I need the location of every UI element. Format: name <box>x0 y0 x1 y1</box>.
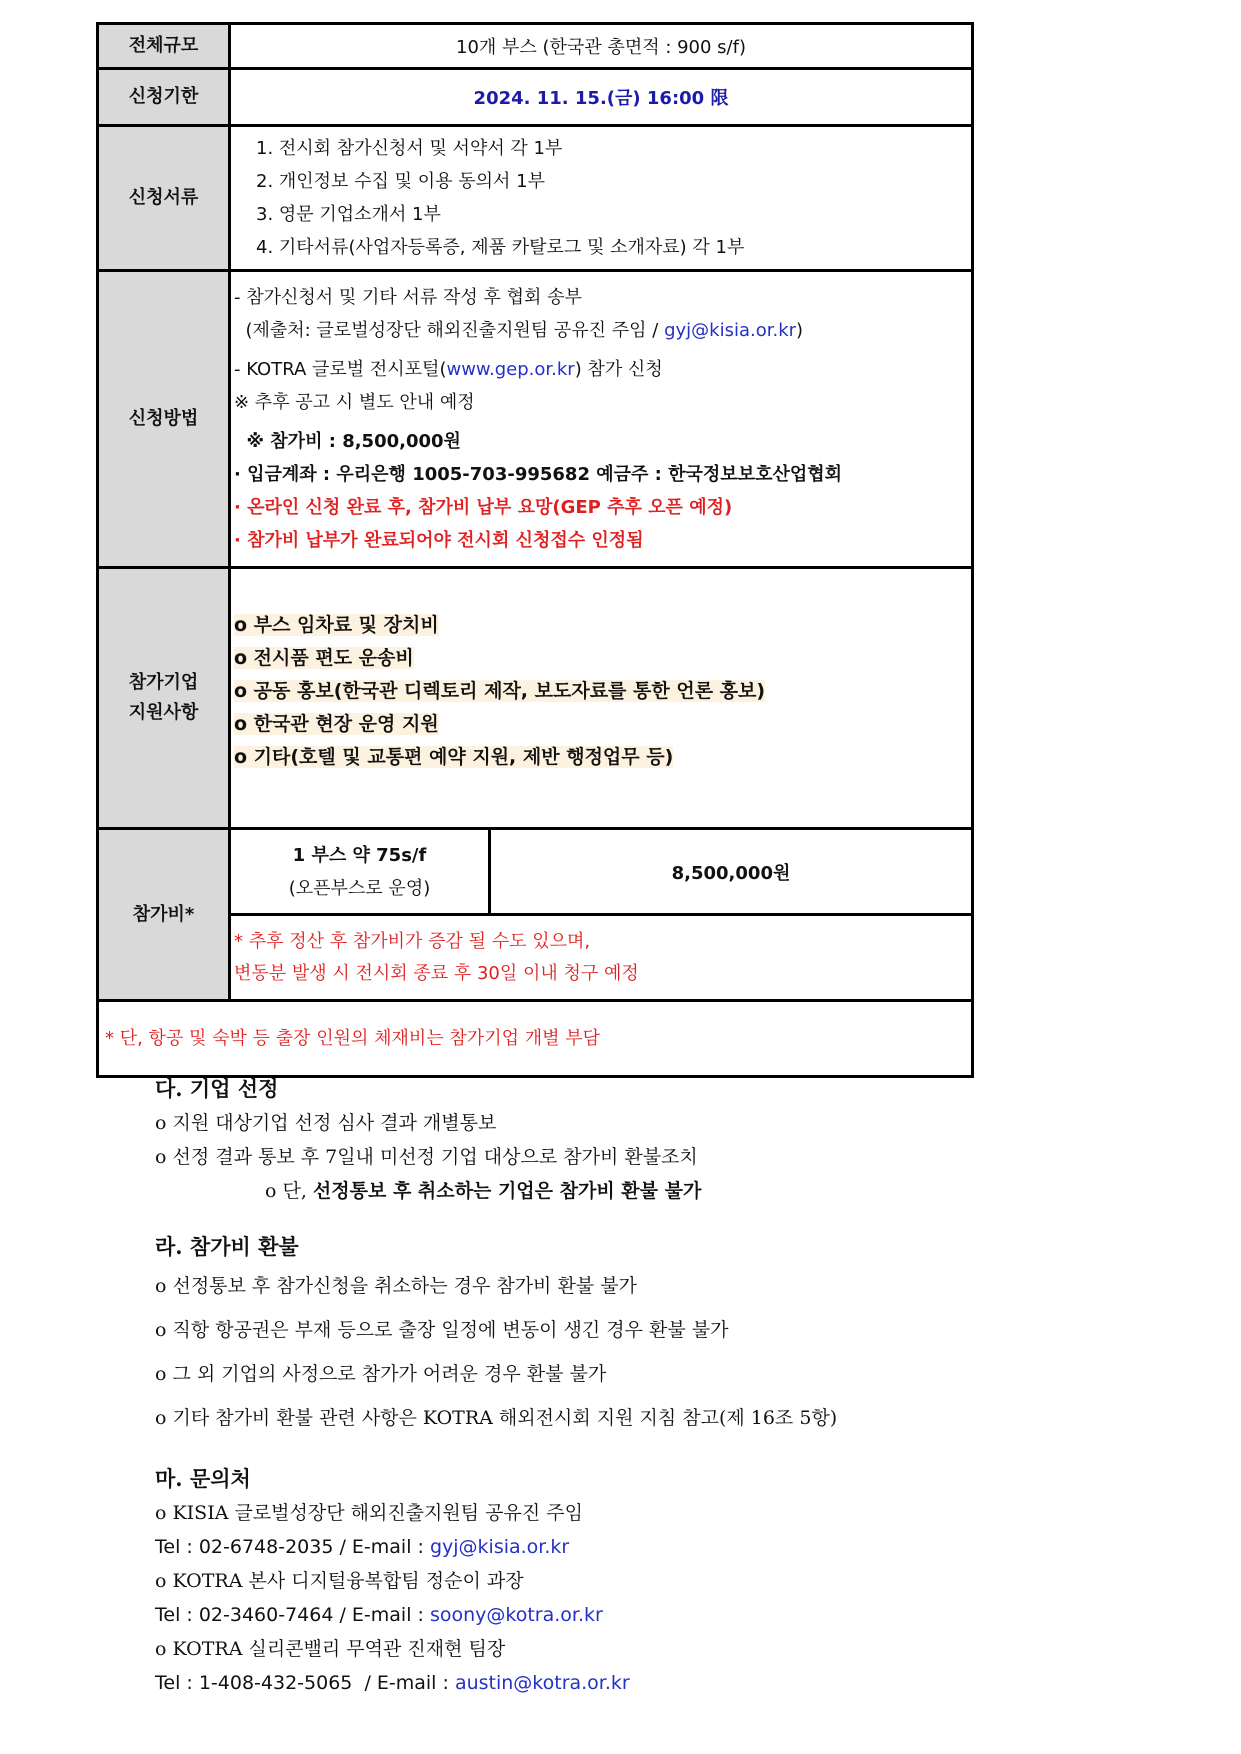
bottom-note: * 단, 항공 및 숙박 등 출장 인원의 체재비는 참가기업 개별 부담 <box>98 1001 973 1077</box>
sections <box>155 1072 1055 1700</box>
scale-value: 10개 부스 (한국관 총면적 : 900 s/f) <box>230 24 973 69</box>
docs-item: 4. 기타서류(사업자등록증, 제품 카탈로그 및 소개자료) 각 1부 <box>256 237 745 258</box>
contact-line: Tel : 02-6748-2035 / E-mail : gyj@kisia.or.kr <box>155 1536 570 1558</box>
support-item: o 공동 홍보(한국관 디렉토리 제작, 보도자료를 통한 언론 홍보) <box>234 680 766 702</box>
fee-amount: 8,500,000원 <box>490 829 973 915</box>
refund-item: o 기타 참가비 환불 관련 사항은 KOTRA 해외전시회 지원 지침 참고(제 16조 5항) <box>155 1407 838 1429</box>
contact-name: o KOTRA 본사 디지털융복합팀 정순이 과장 <box>155 1570 524 1592</box>
docs-item: 1. 전시회 참가신청서 및 서약서 각 1부 <box>256 138 563 159</box>
fee-note: * 추후 정산 후 참가비가 증감 될 수도 있으며, 변동분 발생 시 전시회 종료 후 30일 이내 청구 예정 <box>230 915 973 1001</box>
support-item: o 부스 임차료 및 장치비 <box>234 614 439 636</box>
selection-item: o 지원 대상기업 선정 심사 결과 개별통보 <box>155 1112 497 1134</box>
email-link[interactable]: gyj@kisia.or.kr <box>429 1536 570 1558</box>
warning-line: · 온라인 신청 완료 후, 참가비 납부 요망(GEP 추후 오픈 예정) <box>234 497 733 518</box>
support-item: o 기타(호텔 및 교통편 예약 지원, 제반 행정업무 등) <box>234 746 674 768</box>
support-item: o 한국관 현장 운영 지원 <box>234 713 439 735</box>
booth-info <box>230 829 490 915</box>
booth-size: 1 부스 약 75s/f <box>292 844 427 866</box>
warning-line: · 참가비 납부가 완료되어야 전시회 신청접수 인정됨 <box>234 530 644 551</box>
contact-name: o KOTRA 실리콘밸리 무역관 진재현 팀장 <box>155 1638 506 1660</box>
scale-label: 전체규모 <box>98 24 230 69</box>
docs-list <box>230 126 973 271</box>
refund-item: o 선정통보 후 참가신청을 취소하는 경우 참가비 환불 불가 <box>155 1275 637 1297</box>
fee-label: 참가비* <box>98 829 230 1001</box>
method-label: 신청방법 <box>98 271 230 568</box>
fee-line: ※ 참가비 : 8,500,000원 <box>234 431 461 452</box>
email-link[interactable]: gyj@kisia.or.kr <box>664 320 797 341</box>
support-list <box>230 568 973 829</box>
support-item: o 전시품 편도 운송비 <box>234 647 414 669</box>
method-line: ※ 추후 공고 시 별도 안내 예정 <box>234 392 475 413</box>
contact-name: o KISIA 글로벌성장단 해외진출지원팀 공유진 주임 <box>155 1502 583 1524</box>
contact-line: Tel : 1-408-432-5065 / E-mail : austin@kotra.or.kr <box>155 1672 630 1694</box>
selection-item: o 선정 결과 통보 후 7일내 미선정 기업 대상으로 참가비 환불조치 <box>155 1146 698 1168</box>
account-line: · 입금계좌 : 우리은행 1005-703-995682 예금주 : 한국정보보호산업협회 <box>234 464 843 485</box>
method-content <box>230 271 973 568</box>
method-line: (제출처: 글로벌성장단 해외진출지원팀 공유진 주임 / gyj@kisia.or.kr) <box>234 320 804 341</box>
gep-portal-link[interactable]: www.gep.or.kr <box>446 359 575 380</box>
docs-item: 3. 영문 기업소개서 1부 <box>256 204 441 225</box>
method-line: - KOTRA 글로벌 전시포털(www.gep.or.kr) 참가 신청 <box>234 359 663 380</box>
deadline-value: 2024. 11. 15.(금) 16:00 限 <box>230 69 973 126</box>
section-title-selection: 다. 기업 선정 <box>155 1076 279 1101</box>
selection-subitem: o 단, 선정통보 후 취소하는 기업은 참가비 환불 불가 <box>265 1180 702 1202</box>
email-link[interactable]: soony@kotra.or.kr <box>429 1604 603 1626</box>
section-title-contact: 마. 문의처 <box>155 1466 251 1491</box>
refund-item: o 그 외 기업의 사정으로 참가가 어려운 경우 환불 불가 <box>155 1363 607 1385</box>
support-label: 참가기업 지원사항 <box>98 568 230 829</box>
docs-item: 2. 개인정보 수집 및 이용 동의서 1부 <box>256 171 545 192</box>
deadline-label: 신청기한 <box>98 69 230 126</box>
contact-line: Tel : 02-3460-7464 / E-mail : soony@kotra.or.kr <box>155 1604 603 1626</box>
section-title-refund: 라. 참가비 환불 <box>155 1234 299 1259</box>
docs-label: 신청서류 <box>98 126 230 271</box>
method-line: - 참가신청서 및 기타 서류 작성 후 협회 송부 <box>234 287 582 308</box>
booth-type: (오픈부스로 운영) <box>288 877 431 899</box>
refund-item: o 직항 항공권은 부재 등으로 출장 일정에 변동이 생긴 경우 환불 불가 <box>155 1319 729 1341</box>
email-link[interactable]: austin@kotra.or.kr <box>454 1672 630 1694</box>
application-info-table <box>96 22 974 1078</box>
